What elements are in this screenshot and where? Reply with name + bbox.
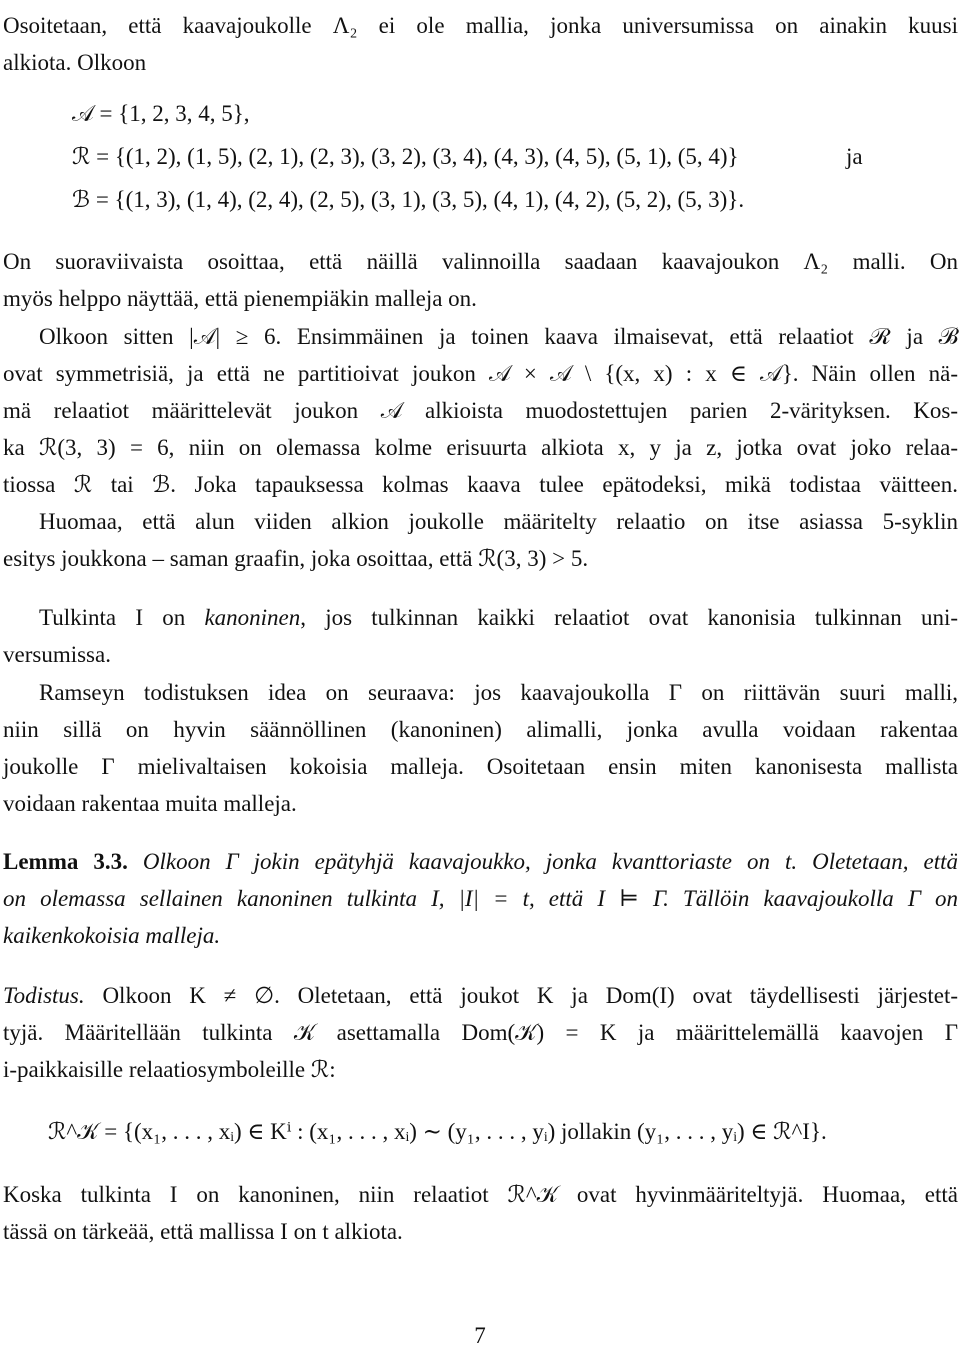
proof-formula: ℛ^𝒦 = {(x₁, . . . , xᵢ) ∈ Kⁱ : (x₁, . . . , xᵢ) ∼ (y₁, . . . , yᵢ) jollakin (y₁, . . . , yᵢ) ∈ ℛ^I}. [48,1119,827,1144]
text-line: myös helppo näyttää, että pienempiäkin malleja on. [3,286,477,311]
text-line: tiossa ℛ tai ℬ. Joka tapauksessa kolmas kaava tulee epätodeksi, mikä todistaa väitteen. [3,472,958,497]
text-line: tyjä. Määritellään tulkinta 𝒦 asettamalla Dom(𝒦) = K ja määrittelemällä kaavojen Γ [3,1020,958,1045]
text-line: ka ℛ(3, 3) = 6, niin on olemassa kolme erisuurta alkiota x, y ja z, jotka ovat joko relaa- [3,435,958,460]
text-line: Huomaa, että alun viiden alkion joukolle määritelty relaatio on itse asiassa 5-syklin [39,509,958,534]
text-line: i-paikkaisille relaatiosymboleille ℛ: [3,1057,336,1082]
definition-r-connector: ja [846,144,863,169]
lemma-line [3,885,958,913]
text-line: Ramseyn todistuksen idea on seuraava: jos kaavajoukolla Γ on riittävän suuri malli, [39,680,958,705]
text-line: tässä on tärkeää, että mallissa I on t alkiota. [3,1219,403,1244]
definition-b: ℬ = {(1, 3), (1, 4), (2, 4), (2, 5), (3, 1), (3, 5), (4, 1), (4, 2), (5, 2), (5, 3)}. [72,187,745,212]
text-line: Osoitetaan, että kaavajoukolle Λ₂ ei ole mallia, jonka universumissa on ainakin kuusi [3,13,958,38]
text-line: joukolle Γ mielivaltaisen kokoisia malleja. Osoitetaan ensin miten kanonisesta mallista [3,754,958,779]
text-line: voidaan rakentaa muita malleja. [3,791,297,816]
text-span: Tulkinta I on [39,605,205,630]
text-line: ovat symmetrisiä, ja että ne partitioivat joukon 𝒜 × 𝒜 \ {(x, x) : x ∈ 𝒜}. Näin ollen nä- [3,361,958,386]
proof-text: Olkoon K ≠ ∅. Oletetaan, että joukot K ja Dom(I) ovat täydellisesti järjestet- [102,983,959,1008]
lemma-line [3,848,958,876]
definition-paragraph [3,604,958,632]
definition-r: ℛ = {(1, 2), (1, 5), (2, 1), (2, 3), (3, 2), (3, 4), (4, 3), (4, 5), (5, 1), (5, 4)} [72,144,739,169]
lemma-text: Olkoon Γ jokin epätyhjä kaavajoukko, jonka kvanttoriaste on t. Oletetaan, että [142,849,959,874]
definition-a: 𝒜 = {1, 2, 3, 4, 5}, [72,101,250,126]
defined-term: kanoninen [204,605,301,630]
proof-label: Todistus. [3,983,85,1008]
proof-line [3,982,958,1010]
lemma-line [3,922,220,950]
page-number: 7 [474,1323,486,1348]
text-line: Olkoon sitten |𝒜| ≥ 6. Ensimmäinen ja toinen kaava ilmaisevat, että relaatiot ℛ ja ℬ [39,324,958,349]
text-span: , jos tulkinnan kaikki relaatiot ovat kanonisia tulkinnan uni- [300,605,959,630]
text-line: mä relaatiot määrittelevät joukon 𝒜 alkioista muodostettujen parien 2-värityksen. Kos- [3,398,958,423]
text-line: niin sillä on hyvin säännöllinen (kanoninen) alimalli, jonka avulla voidaan rakentaa [3,717,958,742]
text-line: alkiota. Olkoon [3,50,147,75]
text-line: versumissa. [3,642,111,667]
lemma-text: kaikenkokoisia malleja. [3,923,221,948]
lemma-text: on olemassa sellainen kanoninen tulkinta I, |I| = t, että I ⊨ Γ. Tällöin kaavajoukolla Γ on [3,886,958,911]
text-line: Koska tulkinta I on kanoninen, niin relaatiot ℛ^𝒦 ovat hyvinmääriteltyjä. Huomaa, että [3,1182,958,1207]
lemma-label: Lemma 3.3. [3,849,128,874]
text-line: esitys joukkona – saman graafin, joka osoittaa, että ℛ(3, 3) > 5. [3,546,589,571]
text-line: On suoraviivaista osoittaa, että näillä valinnoilla saadaan kaavajoukon Λ₂ malli. On [3,249,958,274]
